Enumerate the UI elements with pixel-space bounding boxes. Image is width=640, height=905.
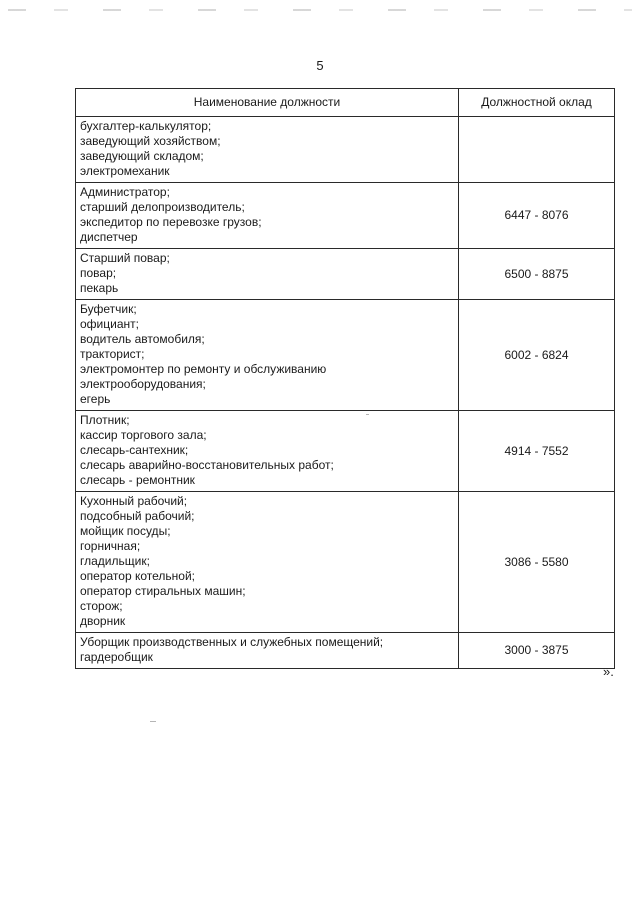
position-name: пекарь bbox=[80, 281, 119, 295]
salary-cell: 3000 - 3875 bbox=[459, 633, 615, 669]
position-name: Администратор; bbox=[80, 185, 170, 199]
position-name: Старший повар; bbox=[80, 251, 170, 265]
salary-cell: 4914 - 7552 bbox=[459, 411, 615, 492]
position-name: заведующий складом; bbox=[80, 149, 204, 163]
position-name: официант; bbox=[80, 317, 139, 331]
position-name: водитель автомобиля; bbox=[80, 332, 205, 346]
position-name: Плотник; bbox=[80, 413, 130, 427]
position-name: оператор котельной; bbox=[80, 569, 195, 583]
table-row bbox=[76, 300, 615, 411]
position-name: диспетчер bbox=[80, 230, 138, 244]
table-header-row bbox=[76, 89, 615, 117]
page-number: 5 bbox=[316, 58, 324, 73]
position-name: слесарь-сантехник; bbox=[80, 443, 189, 457]
table-body bbox=[76, 117, 615, 669]
salary-cell: 6500 - 8875 bbox=[459, 249, 615, 300]
position-name: старший делопроизводитель; bbox=[80, 200, 245, 214]
position-name: заведующий хозяйством; bbox=[80, 134, 221, 148]
scan-edge-artifact bbox=[8, 9, 632, 11]
position-name: оператор стиральных машин; bbox=[80, 584, 246, 598]
position-name: егерь bbox=[80, 392, 111, 406]
position-name: электрооборудования; bbox=[80, 377, 206, 391]
position-name: сторож; bbox=[80, 599, 123, 613]
position-name: Уборщик производственных и служебных помещений; bbox=[80, 635, 384, 649]
position-name: дворник bbox=[80, 614, 126, 628]
position-name: гладильщик; bbox=[80, 554, 150, 568]
position-name: тракторист; bbox=[80, 347, 145, 361]
position-name: гардеробщик bbox=[80, 650, 153, 664]
position-name: электромонтер по ремонту и обслуживанию bbox=[80, 362, 327, 376]
table-row bbox=[76, 249, 615, 300]
position-name: Кухонный рабочий; bbox=[80, 494, 188, 508]
header-salary: Должностной оклад bbox=[459, 89, 615, 117]
salary-cell: 6002 - 6824 bbox=[459, 300, 615, 411]
position-cell bbox=[76, 183, 459, 249]
position-name: электромеханик bbox=[80, 164, 170, 178]
table-row bbox=[76, 183, 615, 249]
table-row bbox=[76, 492, 615, 633]
position-name: повар; bbox=[80, 266, 117, 280]
table-row bbox=[76, 411, 615, 492]
position-name: слесарь аварийно-восстановительных работ; bbox=[80, 458, 334, 472]
positions-salary-table bbox=[75, 88, 615, 669]
salary-cell: 6447 - 8076 bbox=[459, 183, 615, 249]
position-name: кассир торгового зала; bbox=[80, 428, 207, 442]
position-cell bbox=[76, 633, 459, 669]
salary-cell: 3086 - 5580 bbox=[459, 492, 615, 633]
scan-speck bbox=[150, 721, 156, 722]
position-cell bbox=[76, 411, 459, 492]
salary-cell bbox=[459, 117, 615, 183]
position-cell bbox=[76, 117, 459, 183]
position-name: подсобный рабочий; bbox=[80, 509, 195, 523]
position-name: бухгалтер-калькулятор; bbox=[80, 119, 212, 133]
table-row bbox=[76, 117, 615, 183]
position-name: экспедитор по перевозке грузов; bbox=[80, 215, 262, 229]
table-row bbox=[76, 633, 615, 669]
position-cell bbox=[76, 492, 459, 633]
position-name: слесарь - ремонтник bbox=[80, 473, 195, 487]
header-position: Наименование должности bbox=[76, 89, 459, 117]
position-name: горничная; bbox=[80, 539, 141, 553]
position-name: Буфетчик; bbox=[80, 302, 137, 316]
position-cell bbox=[76, 249, 459, 300]
closing-quote: ». bbox=[603, 664, 614, 679]
position-cell bbox=[76, 300, 459, 411]
position-name: мойщик посуды; bbox=[80, 524, 171, 538]
